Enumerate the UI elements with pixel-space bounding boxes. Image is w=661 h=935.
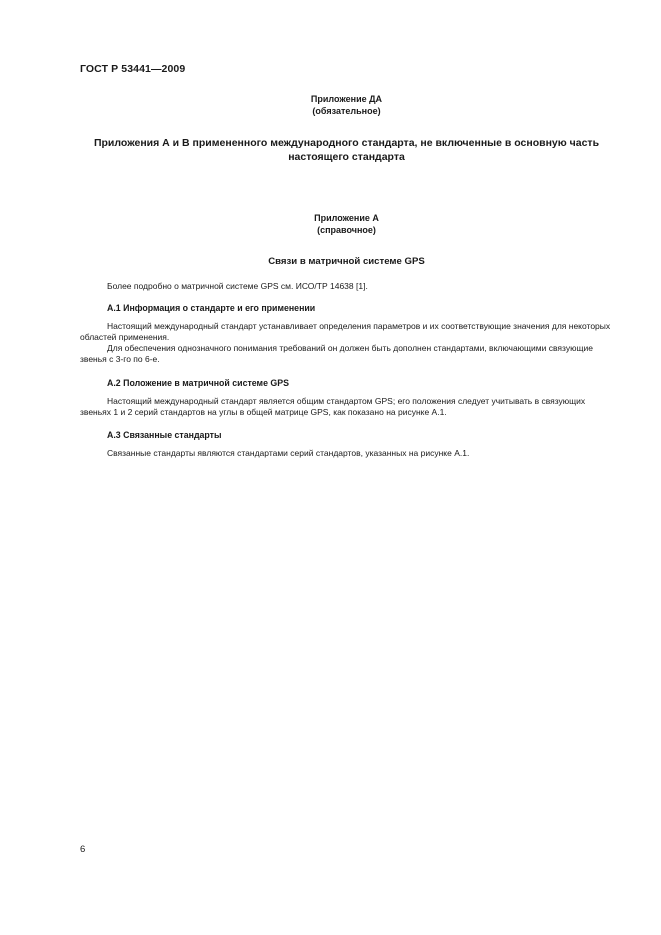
- annex-a-status: (справочное): [317, 225, 376, 235]
- intro-paragraph: Более подробно о матричной системе GPS см. ИСО/ТР 14638 [1].: [107, 281, 368, 291]
- section-a3-paragraph-1: Связанные стандарты являются стандартами серий стандартов, указанных на рисунке А.1.: [107, 448, 470, 458]
- annex-a-heading: Связи в матричной системе GPS: [268, 256, 425, 267]
- section-a1-paragraph-1: Настоящий международный стандарт устанавливает определения параметров и их соответствующие значения для некоторых областей применения.: [80, 321, 611, 342]
- annex-da-status: (обязательное): [312, 106, 381, 116]
- section-a1-heading: А.1 Информация о стандарте и его применении: [107, 303, 316, 313]
- annex-da-heading-line1: Приложения А и В примененного международного стандарта, не включенные в основную часть: [93, 137, 600, 149]
- annex-da-title: Приложение ДА: [310, 94, 383, 104]
- section-a3-heading: А.3 Связанные стандарты: [107, 430, 222, 440]
- annex-da-heading: [80, 136, 613, 164]
- section-a3-body: [80, 448, 614, 459]
- standard-id: ГОСТ Р 53441—2009: [80, 63, 186, 75]
- section-a2-paragraph-1: Настоящий международный стандарт является общим стандартом GPS; его положения следует учитывать в связующих звеньях 1 и 2 серий стандартов на углы в общей матрице GPS, как показано на рисунке А.1.: [80, 396, 586, 417]
- section-a1-body: [80, 321, 614, 365]
- section-a1-paragraph-2: Для обеспечения однозначного понимания требований он должен быть дополнен стандартами, включающими связующие звенья с 3-го по 6-е.: [80, 343, 593, 364]
- section-a2-heading: А.2 Положение в матричной системе GPS: [107, 378, 289, 388]
- page-number: 6: [80, 844, 86, 855]
- annex-a-intro: [80, 281, 614, 292]
- annex-da-heading-line2: настоящего стандарта: [288, 151, 405, 163]
- annex-a-title: Приложение А: [314, 213, 379, 223]
- section-a2-body: [80, 396, 614, 418]
